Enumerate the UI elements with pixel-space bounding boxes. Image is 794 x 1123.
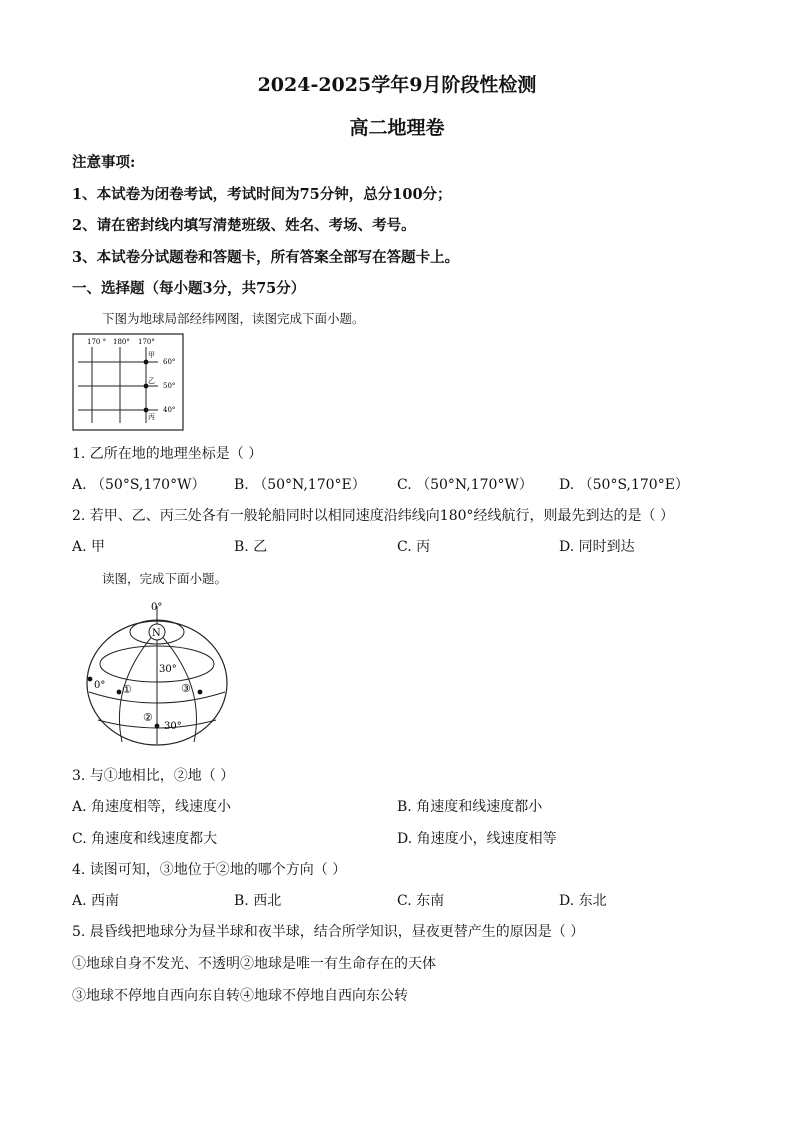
lon-label-1: 170 °: [87, 338, 107, 346]
lat-label-60: 60°: [163, 358, 176, 366]
q5-statement-1: ①地球自身不发光、不透明②地球是唯一有生命存在的天体: [72, 956, 436, 972]
lon-label-3: 170°: [138, 338, 155, 346]
lat-lon-grid-figure: [72, 333, 184, 431]
q1-option-a: A. （50°S,170°W）: [72, 477, 206, 493]
q3-stem: 3. 与①地相比，②地（ ）: [72, 768, 235, 784]
globe-label-1: ①: [122, 683, 132, 696]
q4-option-b: B. 西北: [234, 893, 282, 909]
globe-label-0-top: 0°: [151, 602, 163, 613]
q2-option-b: B. 乙: [234, 539, 268, 555]
q1-option-b: B. （50°N,170°E）: [234, 477, 366, 493]
q3-option-c: C. 角速度和线速度都大: [72, 831, 218, 847]
exam-subtitle: 高二地理卷: [349, 117, 445, 139]
point-label-jia: 甲: [148, 351, 155, 359]
q2-option-c: C. 丙: [397, 539, 431, 555]
lat-label-40: 40°: [163, 406, 176, 414]
q1-option-d: D. （50°S,170°E）: [559, 477, 689, 493]
q4-option-c: C. 东南: [397, 893, 445, 909]
globe-point-2: [155, 724, 160, 729]
notice-item-3: 3、本试卷分试题卷和答题卡，所有答案全部写在答题卡上。: [72, 249, 460, 266]
globe-label-n: N: [152, 628, 161, 639]
q4-option-d: D. 东北: [559, 893, 607, 909]
q2-option-d: D. 同时到达: [559, 539, 635, 555]
q4-stem: 4. 读图可知，③地位于②地的哪个方向（ ）: [72, 862, 347, 878]
globe-label-30n: 30°: [159, 664, 177, 675]
section-heading: 一、选择题（每小题3分，共75分）: [72, 280, 306, 297]
q2-stem: 2. 若甲、乙、丙三处各有一般轮船同时以相同速度沿纬线向180°经线航行，则最先到达的是（ ）: [72, 508, 674, 524]
globe-label-30s: 30°: [164, 721, 182, 732]
lon-label-2: 180°: [113, 338, 130, 346]
lat-label-50: 50°: [163, 382, 176, 390]
notice-item-1: 1、本试卷为闭卷考试，考试时间为75分钟，总分100分；: [72, 186, 452, 203]
globe-point-west: [88, 677, 93, 682]
exam-title: 2024-2025学年9月阶段性检测: [257, 74, 537, 96]
globe-figure: [84, 596, 244, 746]
q2-option-a: A. 甲: [72, 539, 106, 555]
q1-option-c: C. （50°N,170°W）: [397, 477, 533, 493]
q3-option-a: A. 角速度相等，线速度小: [72, 799, 232, 815]
intro-globe: 读图，完成下面小题。: [102, 571, 228, 586]
globe-point-3: [198, 690, 203, 695]
q3-option-d: D. 角速度小，线速度相等: [397, 831, 557, 847]
point-label-bing: 丙: [148, 413, 155, 421]
q5-statement-2: ③地球不停地自西向东自转④地球不停地自西向东公转: [72, 988, 408, 1004]
globe-label-0-equator: 0°: [94, 680, 106, 691]
notice-item-2: 2、请在密封线内填写清楚班级、姓名、考场、考号。: [72, 217, 416, 234]
intro-grid: 下图为地球局部经纬网图，读图完成下面小题。: [102, 311, 365, 326]
q5-stem: 5. 晨昏线把地球分为昼半球和夜半球，结合所学知识，昼夜更替产生的原因是（ ）: [72, 924, 585, 940]
globe-label-2: ②: [143, 711, 153, 724]
point-jia: [144, 360, 149, 365]
q3-option-b: B. 角速度和线速度都小: [397, 799, 543, 815]
notice-heading: 注意事项:: [72, 154, 136, 171]
globe-point-1: [117, 690, 122, 695]
point-label-yi: 乙: [148, 377, 155, 385]
point-bing: [144, 408, 149, 413]
globe-label-3: ③: [181, 682, 191, 695]
q1-stem: 1. 乙所在地的地理坐标是（ ）: [72, 446, 263, 462]
q4-option-a: A. 西南: [72, 893, 120, 909]
